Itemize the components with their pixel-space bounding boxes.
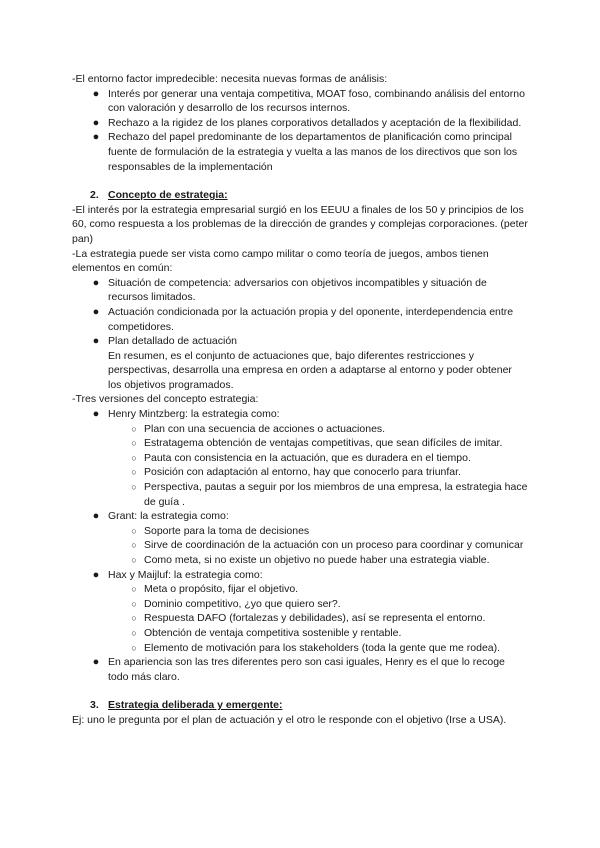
document-page (72, 72, 528, 728)
section-title: Estrategia deliberada y emergente: (108, 699, 283, 712)
paragraph: -Tres versiones del concepto estrategia: (72, 393, 259, 406)
bullet-icon: ● (92, 87, 100, 100)
list-item-text: Posición con adaptación al entorno, hay que conocerlo para triunfar. (144, 466, 461, 479)
bullet-icon: ● (92, 656, 100, 669)
bullet-icon: ● (92, 510, 100, 523)
list-item-text: Plan detallado de actuación (108, 335, 238, 348)
list-item (72, 568, 528, 583)
list-item-text: Rechazo del papel predominante de los departamentos de planificación como principal fuente de formulación de la estrategia y vuelta a las manos de los directivos que son los responsables de la implementación (108, 131, 518, 173)
bullet-icon: ● (92, 305, 100, 318)
list-item-text: Pauta con consistencia en la actuación, que es duradera en el tiempo. (144, 451, 471, 464)
sub-list-item (72, 553, 528, 568)
section-heading-3 (72, 698, 528, 713)
sub-list-item (72, 538, 528, 553)
circle-bullet-icon: ○ (131, 438, 137, 449)
list-item (72, 305, 528, 334)
circle-bullet-icon: ○ (131, 525, 137, 536)
bullet-icon: ● (92, 131, 100, 144)
bullet-icon: ● (92, 276, 100, 289)
sub-list-item (72, 611, 528, 626)
circle-bullet-icon: ○ (131, 613, 137, 624)
list-item-text: Hax y Maijluf: la estrategia como: (108, 568, 263, 581)
list-item-text: Situación de competencia: adversarios con objetivos incompatibles y situación de recursos limitados. (108, 276, 487, 304)
circle-bullet-icon: ○ (131, 584, 137, 595)
list-item (72, 407, 528, 422)
sub-list-item (72, 524, 528, 539)
list-item-text: Meta o propósito, fijar el objetivo. (144, 583, 299, 596)
list-item-text: Elemento de motivación para los stakeholders (toda la gente que me rodea). (144, 641, 501, 654)
list-item-text: Rechazo a la rigidez de los planes corporativos detallados y aceptación de la flexibilidad. (108, 116, 522, 129)
summary-paragraph: En resumen, es el conjunto de actuaciones que, bajo diferentes restricciones y perspectivas, desarrolla una empresa en orden a adaptarse al entorno y poder obtener los objetivos programados. (108, 349, 512, 391)
list-item (72, 130, 528, 174)
list-item-text: Como meta, si no existe un objetivo no puede haber una estrategia viable. (144, 554, 490, 566)
sub-list-item (72, 451, 528, 466)
list-item-text: Obtención de ventaja competitiva sostenible y rentable. (144, 626, 402, 639)
list-item (72, 655, 528, 684)
circle-bullet-icon: ○ (131, 642, 137, 653)
sub-list-item (72, 465, 528, 480)
circle-bullet-icon: ○ (131, 598, 137, 609)
list-item-text: Interés por generar una ventaja competitiva, MOAT foso, combinando análisis del entorno con valoración y desarrollo de los recursos internos. (108, 87, 525, 115)
circle-bullet-icon: ○ (131, 467, 137, 478)
sub-list-item (72, 582, 528, 597)
sub-list-item (72, 422, 528, 437)
section-number: 2. (90, 189, 99, 202)
section-number: 3. (90, 699, 99, 712)
sub-list-item (72, 480, 528, 509)
circle-bullet-icon: ○ (131, 482, 137, 493)
list-item (72, 116, 528, 131)
bullet-icon: ● (92, 116, 100, 129)
intro-paragraph: -El entorno factor impredecible: necesita nuevas formas de análisis: (72, 73, 388, 85)
circle-bullet-icon: ○ (131, 555, 137, 565)
circle-bullet-icon: ○ (131, 423, 137, 434)
list-item-text: En apariencia son las tres diferentes pero son casi iguales, Henry es el que lo recoge todo más claro. (108, 656, 505, 683)
circle-bullet-icon: ○ (131, 452, 137, 463)
list-item (72, 276, 528, 305)
paragraph: Ej: uno le pregunta por el plan de actuación y el otro le responde con el objetivo (Irse a USA). (72, 713, 507, 726)
list-item-text: Actuación condicionada por la actuación propia y del oponente, interdependencia entre competidores. (108, 305, 514, 333)
bullet-icon: ● (92, 335, 100, 348)
list-item-text: Sirve de coordinación de la actuación con un proceso para coordinar y comunicar (144, 539, 524, 552)
list-item (72, 334, 528, 349)
list-item (72, 87, 528, 116)
list-item-text: Estratagema obtención de ventajas competitivas, que sean difíciles de imitar. (144, 437, 503, 450)
sub-list-item (72, 436, 528, 451)
list-item-text: Perspectiva, pautas a seguir por los miembros de una empresa, la estrategia hace de guía . (144, 481, 528, 508)
list-item-text: Dominio competitivo, ¿yo que quiero ser?. (144, 597, 341, 610)
paragraph: -El interés por la estrategia empresarial surgió en los EEUU a finales de los 50 y principios de los 60, como respuesta a los problemas de la dirección de grandes y complejas corporaciones. (peter pan) (72, 203, 528, 245)
list-item-text: Respuesta DAFO (fortalezas y debilidades), así se representa el entorno. (144, 612, 486, 625)
bullet-icon: ● (92, 568, 100, 581)
list-item-text: Henry Mintzberg: la estrategia como: (108, 408, 280, 421)
section-heading-2 (72, 188, 528, 203)
section-title: Concepto de estrategia: (108, 189, 228, 202)
list-item-text: Soporte para la toma de decisiones (144, 524, 310, 537)
bullet-icon: ● (92, 408, 100, 421)
list-item (72, 509, 528, 524)
list-item-text: Grant: la estrategia como: (108, 510, 229, 523)
circle-bullet-icon: ○ (131, 540, 137, 551)
sub-list-item (72, 626, 528, 641)
sub-list-item (72, 641, 528, 656)
circle-bullet-icon: ○ (131, 627, 137, 638)
list-item-text: Plan con una secuencia de acciones o actuaciones. (144, 422, 386, 435)
paragraph: -La estrategia puede ser vista como campo militar o como teoría de juegos, ambos tienen elementos en común: (72, 247, 489, 275)
sub-list-item (72, 597, 528, 612)
